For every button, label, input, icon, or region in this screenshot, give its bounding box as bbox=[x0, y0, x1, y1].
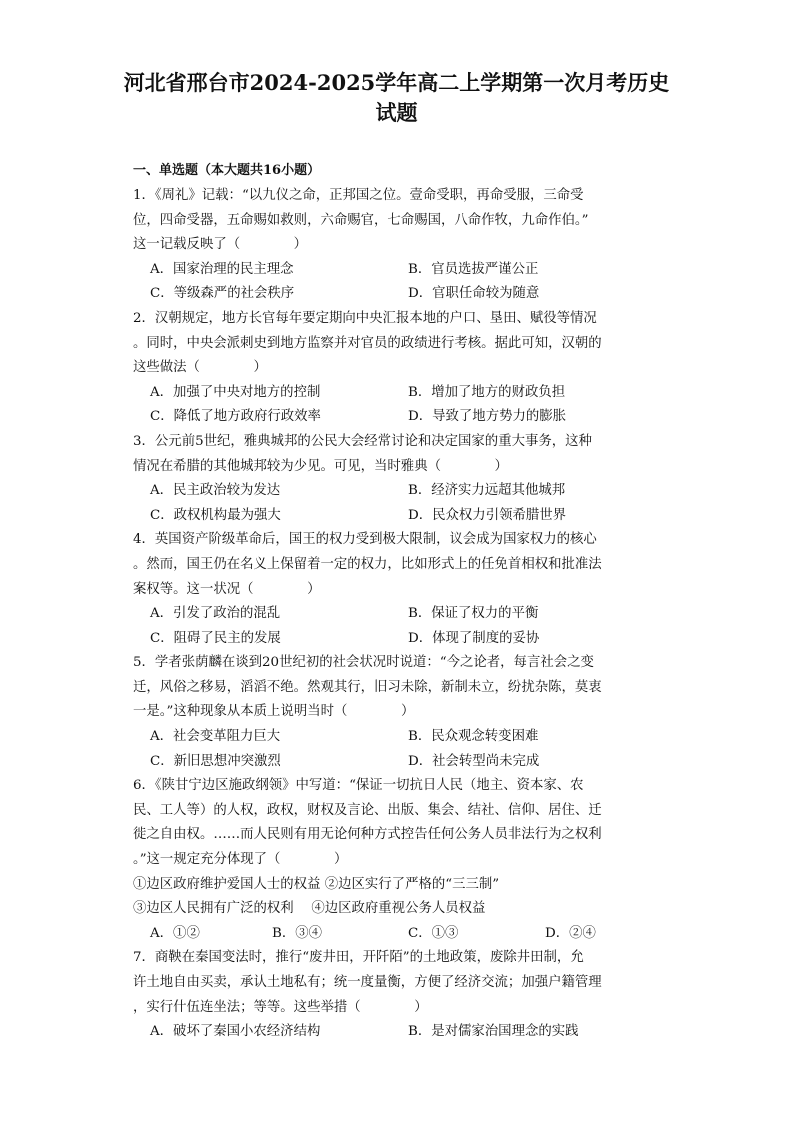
option-b[interactable]: B．民众观念转变困难 bbox=[408, 729, 539, 745]
option-c[interactable]: C．降低了地方政府行政效率 bbox=[150, 409, 321, 425]
option-c[interactable]: C．①③ bbox=[408, 925, 459, 941]
question-statement-line: ①边区政府维护爱国人士的权益 ②边区实行了严格的“三三制” bbox=[133, 876, 500, 892]
option-c[interactable]: C．政权机构最为强大 bbox=[150, 507, 281, 523]
option-a[interactable]: A．引发了政治的混乱 bbox=[150, 606, 281, 622]
question-2 bbox=[133, 307, 675, 430]
option-a[interactable]: A．民主政治较为发达 bbox=[150, 483, 281, 499]
section-heading: 一、单选题（本大题共16小题） bbox=[133, 163, 321, 178]
question-stem-line: 徙之自由权。……而人民则有用无论何种方式控告任何公务人员非法行为之权利 bbox=[133, 827, 602, 843]
question-stem-line: 案权等。这一状况（ ） bbox=[133, 581, 321, 597]
option-b[interactable]: B．是对儒家治国理念的实践 bbox=[408, 1024, 579, 1040]
option-a[interactable]: A．①② bbox=[150, 925, 200, 941]
question-5 bbox=[133, 651, 675, 774]
option-row bbox=[133, 282, 675, 307]
question-stem-line: 迁，风俗之移易，滔滔不绝。然观其行，旧习未除，新制未立，纷扰杂陈，莫衷 bbox=[133, 679, 602, 695]
question-1 bbox=[133, 184, 675, 307]
option-c[interactable]: C．阻碍了民主的发展 bbox=[150, 630, 281, 646]
question-stem-line: 位，四命受器，五命赐如救则，六命赐官，七命赐国，八命作牧，九命作伯。” bbox=[133, 212, 589, 228]
option-b[interactable]: B．③④ bbox=[272, 925, 323, 941]
option-d[interactable]: D．官职任命较为随意 bbox=[408, 286, 540, 302]
question-stem-line: 。然而，国王仍在名义上保留着一定的权力，比如形式上的任免首相权和批准法 bbox=[133, 556, 602, 572]
option-b[interactable]: B．官员选拔严谨公正 bbox=[408, 261, 539, 277]
option-d[interactable]: D．②④ bbox=[545, 925, 596, 941]
question-stem-line: 7．商鞅在秦国变法时，推行“废井田，开阡陌”的土地政策，废除井田制，允 bbox=[133, 950, 584, 966]
option-a[interactable]: A．国家治理的民主理念 bbox=[150, 261, 294, 277]
question-stem-line: 6．《陕甘宁边区施政纲领》中写道：“保证一切抗日人民（地主、资本家、农 bbox=[133, 778, 584, 794]
question-stem-line: 4．英国资产阶级革命后，国王的权力受到极大限制，议会成为国家权力的核心 bbox=[133, 532, 597, 548]
option-row bbox=[133, 627, 675, 652]
question-4 bbox=[133, 528, 675, 651]
option-row bbox=[133, 479, 675, 504]
exam-title bbox=[0, 68, 793, 128]
option-a[interactable]: A．加强了中央对地方的控制 bbox=[150, 384, 321, 400]
option-b[interactable]: B．增加了地方的财政负担 bbox=[408, 384, 566, 400]
option-row bbox=[133, 750, 675, 775]
option-b[interactable]: B．保证了权力的平衡 bbox=[408, 606, 539, 622]
option-c[interactable]: C．等级森严的社会秩序 bbox=[150, 286, 295, 302]
option-a[interactable]: A．破坏了秦国小农经济结构 bbox=[150, 1024, 321, 1040]
option-row bbox=[133, 405, 675, 430]
option-row bbox=[133, 504, 675, 529]
option-b[interactable]: B．经济实力远超其他城邦 bbox=[408, 483, 566, 499]
option-row bbox=[133, 1020, 675, 1045]
question-stem-line: 许土地自由买卖，承认土地私有；统一度量衡，方便了经济交流；加强户籍管理 bbox=[133, 975, 602, 990]
option-c[interactable]: C．新旧思想冲突激烈 bbox=[150, 753, 281, 769]
exam-title-line2: 试题 bbox=[375, 100, 418, 125]
question-stem-line: 3．公元前5世纪，雅典城邦的公民大会经常讨论和决定国家的重大事务，这种 bbox=[133, 433, 592, 449]
questions-body bbox=[133, 184, 675, 1045]
option-row bbox=[133, 602, 675, 627]
option-d[interactable]: D．社会转型尚未完成 bbox=[408, 753, 540, 769]
option-a[interactable]: A．社会变革阻力巨大 bbox=[150, 729, 281, 745]
question-stem-line: 这一记载反映了（ ） bbox=[133, 237, 308, 253]
question-stem-line: 这些做法（ ） bbox=[133, 360, 267, 376]
question-6 bbox=[133, 774, 675, 946]
exam-title-line1: 河北省邢台市2024-2025学年高二上学期第一次月考历史 bbox=[123, 70, 670, 95]
option-row bbox=[133, 258, 675, 283]
question-stem-line: ，实行什伍连坐法；等等。这些举措（ ） bbox=[133, 999, 428, 1015]
option-row bbox=[133, 381, 675, 406]
question-stem-line: 。”这一规定充分体现了（ ） bbox=[133, 852, 348, 868]
option-d[interactable]: D．民众权力引领希腊世界 bbox=[408, 507, 567, 523]
question-stem-line: 民、工人等）的人权，政权，财权及言论、出版、集会、结社、信仰、居住、迁 bbox=[133, 802, 602, 818]
question-7 bbox=[133, 946, 675, 1044]
question-stem-line: 2．汉朝规定，地方长官每年要定期向中央汇报本地的户口、垦田、赋役等情况 bbox=[133, 310, 597, 326]
option-d[interactable]: D．体现了制度的妥协 bbox=[408, 630, 540, 646]
question-3 bbox=[133, 430, 675, 528]
question-statement-line: ③边区人民拥有广泛的权利 ④边区政府重视公务人员权益 bbox=[133, 901, 486, 917]
question-stem-line: 情况在希腊的其他城邦较为少见。可见，当时雅典（ ） bbox=[133, 458, 508, 474]
option-d[interactable]: D．导致了地方势力的膨胀 bbox=[408, 409, 567, 425]
question-stem-line: 5．学者张荫麟在谈到20世纪初的社会状况时说道：“今之论者，每言社会之变 bbox=[133, 655, 594, 671]
option-row bbox=[133, 922, 675, 947]
option-row bbox=[133, 725, 675, 750]
question-stem-line: 一是。”这种现象从本质上说明当时（ ） bbox=[133, 704, 415, 720]
question-stem-line: 。同时，中央会派刺史到地方监察并对官员的政绩进行考核。据此可知，汉朝的 bbox=[133, 335, 602, 351]
question-stem-line: 1．《周礼》记载：“以九仪之命，正邦国之位。壹命受职，再命受服，三命受 bbox=[133, 188, 584, 203]
